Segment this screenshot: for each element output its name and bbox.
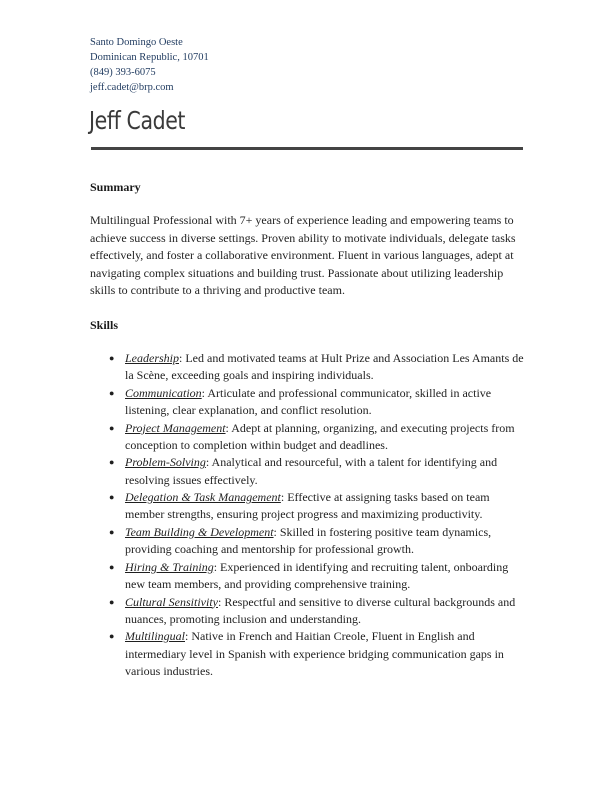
summary-heading: Summary bbox=[90, 180, 141, 194]
skill-name: Project Management bbox=[125, 420, 226, 435]
skill-item bbox=[90, 385, 530, 419]
skill-name: Hiring & Training bbox=[125, 559, 214, 574]
bullet-icon: ● bbox=[109, 492, 115, 503]
skill-item bbox=[90, 454, 530, 488]
skill-desc: : Analytical and resourceful, with a talent for identifying and resolving issues effectively. bbox=[125, 455, 498, 487]
summary-text: Multilingual Professional with 7+ years of experience leading and empowering teams to achieve success in diverse settings. Proven ability to motivate individuals, delegate tasks effectively, and foster a collaborative environment. Fluent in various languages, adept at navigating complex situations and building trust. Passionate about utilizing leadership skills to contribute to a thriving and productive team. bbox=[90, 213, 516, 298]
skill-desc: : Respectful and sensitive to diverse cultural backgrounds and nuances, promoting inclusion and understanding. bbox=[125, 594, 516, 626]
skill-item bbox=[90, 594, 530, 628]
skill-desc: : Led and motivated teams at Hult Prize and Association Les Amants de la Scène, exceeding goals and inspiring individuals. bbox=[125, 351, 524, 383]
skill-name: Leadership bbox=[125, 351, 179, 365]
bullet-icon: ● bbox=[109, 561, 115, 572]
contact-phone: (849) 393-6075 bbox=[90, 67, 156, 78]
bullet-icon: ● bbox=[109, 422, 115, 433]
skills-list bbox=[90, 350, 530, 680]
skill-item bbox=[90, 524, 530, 558]
bullet-icon: ● bbox=[109, 353, 115, 363]
skill-desc: : Effective at assigning tasks based on team member strengths, ensuring project progress and maximizing productivity. bbox=[125, 490, 490, 522]
skill-name: Team Building & Development bbox=[125, 524, 274, 539]
skills-heading: Skills bbox=[90, 318, 119, 332]
bullet-icon: ● bbox=[109, 596, 115, 607]
contact-country-zip: Dominican Republic, 10701 bbox=[90, 52, 209, 63]
skill-item bbox=[90, 350, 530, 384]
skill-item bbox=[90, 489, 530, 523]
skill-name: Multilingual bbox=[125, 629, 185, 644]
skill-name: Cultural Sensitivity bbox=[125, 594, 218, 609]
skill-desc: : Articulate and professional communicator, skilled in active listening, clear explanation, and conflict resolution. bbox=[125, 385, 492, 417]
bullet-icon: ● bbox=[109, 631, 115, 642]
skill-item bbox=[90, 420, 530, 454]
skill-desc: : Skilled in fostering positive team dynamics, providing coaching and mentorship for professional growth. bbox=[125, 524, 492, 557]
bullet-icon: ● bbox=[109, 526, 115, 537]
bullet-icon: ● bbox=[109, 457, 115, 468]
contact-block bbox=[90, 35, 209, 95]
contact-email: jeff.cadet@brp.com bbox=[90, 82, 174, 93]
contact-city: Santo Domingo Oeste bbox=[90, 37, 183, 48]
skill-desc: : Adept at planning, organizing, and executing projects from conception to completion within budget and deadlines. bbox=[125, 420, 515, 452]
skill-desc: : Experienced in identifying and recruiting talent, onboarding new team members, and providing comprehensive training. bbox=[125, 559, 509, 591]
skill-desc: : Native in French and Haitian Creole, Fluent in English and intermediary level in Spanish with experience bridging communication gaps in various industries. bbox=[125, 629, 504, 678]
bullet-icon: ● bbox=[109, 387, 115, 398]
skill-item bbox=[90, 559, 530, 593]
skill-name: Problem-Solving bbox=[125, 455, 206, 470]
skill-item bbox=[90, 628, 530, 680]
header-divider bbox=[91, 147, 523, 150]
candidate-name: Jeff Cadet bbox=[89, 106, 186, 135]
skill-name: Communication bbox=[125, 385, 202, 400]
skill-name: Delegation & Task Management bbox=[125, 490, 281, 505]
